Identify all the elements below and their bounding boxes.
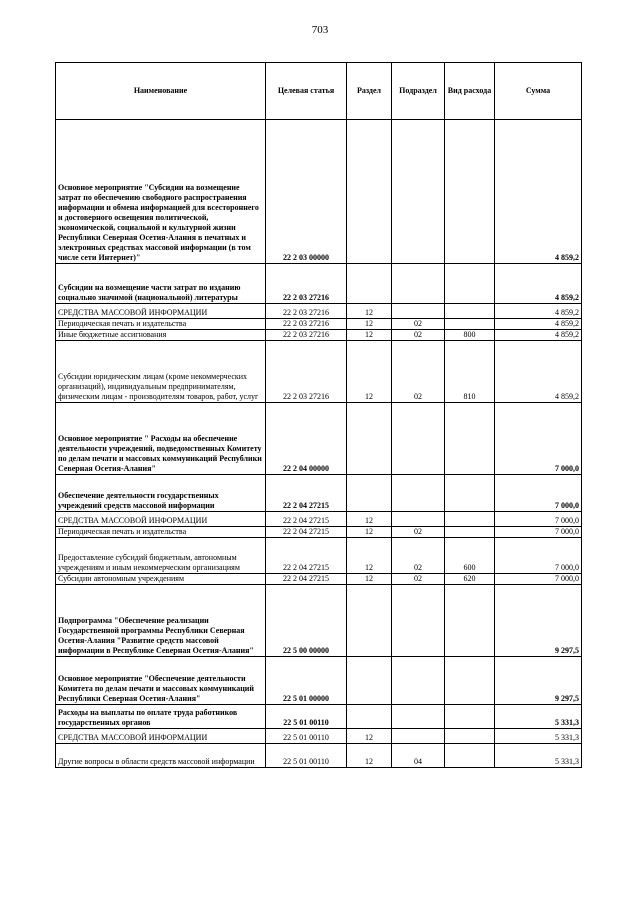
table-row (56, 475, 582, 512)
cell-target: 22 2 04 27215 (266, 475, 347, 512)
cell-target: 22 2 04 27215 (266, 527, 347, 538)
cell-amount: 5 331,3 (495, 744, 582, 768)
table-row (56, 512, 582, 527)
table-row (56, 705, 582, 729)
cell-expense-type (445, 512, 495, 527)
cell-name: Обеспечение деятельности государственных учреждений средств массовой информации (56, 475, 266, 512)
table-row (56, 120, 582, 264)
cell-expense-type (445, 585, 495, 657)
table-row (56, 744, 582, 768)
cell-section: 12 (347, 330, 392, 341)
cell-expense-type (445, 304, 495, 319)
cell-amount: 5 331,3 (495, 705, 582, 729)
budget-table (55, 62, 582, 768)
cell-name: Предоставление субсидий бюджетным, автономным учреждениям и иным некоммерческим организациям (56, 538, 266, 574)
table-row (56, 574, 582, 585)
table-row (56, 538, 582, 574)
cell-target: 22 2 03 00000 (266, 120, 347, 264)
cell-name: Расходы на выплаты по оплате труда работников государственных органов (56, 705, 266, 729)
cell-name: Периодическая печать и издательства (56, 319, 266, 330)
cell-expense-type (445, 120, 495, 264)
table-header-row (56, 63, 582, 120)
cell-amount: 7 000,0 (495, 475, 582, 512)
cell-section: 12 (347, 538, 392, 574)
table-row (56, 657, 582, 705)
cell-target: 22 2 03 27216 (266, 341, 347, 403)
cell-expense-type (445, 319, 495, 330)
cell-name: СРЕДСТВА МАССОВОЙ ИНФОРМАЦИИ (56, 729, 266, 744)
cell-expense-type: 620 (445, 574, 495, 585)
cell-section: 12 (347, 512, 392, 527)
cell-target: 22 5 01 00110 (266, 744, 347, 768)
cell-name: Основное мероприятие "Субсидии на возмещение затрат по обеспечению свободного распространения информации и обмена информацией для всестороннего и достоверного освещения политической, экономической, социальной и культурной жизни Республики Северная Осетия-Алания в печатных и электронных средствах массовой информации (в том числе сети Интернет)" (56, 120, 266, 264)
page-number: 703 (311, 24, 329, 36)
cell-expense-type (445, 744, 495, 768)
cell-expense-type (445, 729, 495, 744)
cell-amount: 4 859,2 (495, 304, 582, 319)
cell-subsection (392, 657, 445, 705)
header-expense-type: Вид расхода (445, 63, 495, 120)
cell-amount: 4 859,2 (495, 120, 582, 264)
cell-section (347, 264, 392, 304)
cell-amount: 7 000,0 (495, 574, 582, 585)
cell-target: 22 5 01 00000 (266, 657, 347, 705)
table-row (56, 585, 582, 657)
cell-subsection: 02 (392, 538, 445, 574)
cell-section: 12 (347, 744, 392, 768)
cell-subsection (392, 585, 445, 657)
cell-name: Основное мероприятие " Расходы на обеспечение деятельности учреждений, подведомственных Комитету по делам печати и массовых коммуникаций Республики Северная Осетия-Алания" (56, 403, 266, 475)
table-row (56, 319, 582, 330)
cell-target: 22 2 04 00000 (266, 403, 347, 475)
cell-target: 22 2 04 27215 (266, 538, 347, 574)
header-section: Раздел (347, 63, 392, 120)
cell-subsection (392, 304, 445, 319)
cell-expense-type (445, 527, 495, 538)
cell-subsection (392, 403, 445, 475)
cell-subsection (392, 512, 445, 527)
cell-target: 22 2 03 27216 (266, 319, 347, 330)
table-row (56, 341, 582, 403)
cell-section (347, 585, 392, 657)
cell-amount: 9 297,5 (495, 657, 582, 705)
cell-amount: 7 000,0 (495, 512, 582, 527)
cell-section (347, 120, 392, 264)
cell-section: 12 (347, 574, 392, 585)
cell-amount: 9 297,5 (495, 585, 582, 657)
cell-section: 12 (347, 319, 392, 330)
cell-amount: 7 000,0 (495, 403, 582, 475)
cell-section (347, 475, 392, 512)
cell-subsection: 02 (392, 319, 445, 330)
cell-target: 22 5 01 00110 (266, 705, 347, 729)
table-row (56, 527, 582, 538)
cell-name: СРЕДСТВА МАССОВОЙ ИНФОРМАЦИИ (56, 512, 266, 527)
cell-subsection (392, 120, 445, 264)
cell-name: Другие вопросы в области средств массовой информации (56, 744, 266, 768)
cell-amount: 5 331,3 (495, 729, 582, 744)
table-row (56, 403, 582, 475)
cell-amount: 4 859,2 (495, 264, 582, 304)
cell-expense-type (445, 475, 495, 512)
cell-section (347, 657, 392, 705)
table-row (56, 304, 582, 319)
cell-expense-type (445, 657, 495, 705)
cell-subsection (392, 729, 445, 744)
header-target: Целевая статья (266, 63, 347, 120)
cell-amount: 7 000,0 (495, 538, 582, 574)
cell-expense-type (445, 403, 495, 475)
cell-name: Основное мероприятие "Обеспечение деятельности Комитета по делам печати и массовых коммуникаций Республики Северная Осетия-Алания" (56, 657, 266, 705)
cell-name: Периодическая печать и издательства (56, 527, 266, 538)
table-row (56, 264, 582, 304)
cell-expense-type (445, 264, 495, 304)
cell-subsection: 02 (392, 574, 445, 585)
cell-section (347, 705, 392, 729)
header-amount: Сумма (495, 63, 582, 120)
cell-name: Субсидии автономным учреждениям (56, 574, 266, 585)
cell-subsection (392, 475, 445, 512)
cell-name: Иные бюджетные ассигнования (56, 330, 266, 341)
cell-expense-type: 600 (445, 538, 495, 574)
table-row (56, 729, 582, 744)
cell-subsection: 02 (392, 341, 445, 403)
cell-target: 22 2 03 27216 (266, 264, 347, 304)
cell-target: 22 2 04 27215 (266, 574, 347, 585)
cell-target: 22 2 03 27216 (266, 304, 347, 319)
cell-subsection: 02 (392, 527, 445, 538)
header-subsection: Подраздел (392, 63, 445, 120)
cell-section: 12 (347, 304, 392, 319)
cell-target: 22 5 00 00000 (266, 585, 347, 657)
cell-section: 12 (347, 527, 392, 538)
cell-name: Подпрограмма "Обеспечение реализации Государственной программы Республики Северная Осетия-Алания "Развитие средств массовой информации в Республике Северная Осетия-Алания" (56, 585, 266, 657)
cell-subsection: 04 (392, 744, 445, 768)
cell-target: 22 2 04 27215 (266, 512, 347, 527)
cell-expense-type (445, 705, 495, 729)
cell-amount: 4 859,2 (495, 319, 582, 330)
table-row (56, 330, 582, 341)
cell-name: СРЕДСТВА МАССОВОЙ ИНФОРМАЦИИ (56, 304, 266, 319)
cell-section: 12 (347, 729, 392, 744)
cell-subsection: 02 (392, 330, 445, 341)
header-name: Наименование (56, 63, 266, 120)
cell-name: Субсидии на возмещение части затрат по изданию социально значимой (национальной) литературы (56, 264, 266, 304)
cell-section: 12 (347, 341, 392, 403)
cell-target: 22 2 03 27216 (266, 330, 347, 341)
cell-amount: 7 000,0 (495, 527, 582, 538)
cell-expense-type: 810 (445, 341, 495, 403)
cell-amount: 4 859,2 (495, 330, 582, 341)
cell-amount: 4 859,2 (495, 341, 582, 403)
cell-target: 22 5 01 00110 (266, 729, 347, 744)
cell-section (347, 403, 392, 475)
cell-expense-type: 800 (445, 330, 495, 341)
cell-name: Субсидии юридическим лицам (кроме некоммерческих организаций), индивидуальным предпринимателям, физическим лицам - производителям товаров, работ, услуг (56, 341, 266, 403)
cell-subsection (392, 264, 445, 304)
cell-subsection (392, 705, 445, 729)
